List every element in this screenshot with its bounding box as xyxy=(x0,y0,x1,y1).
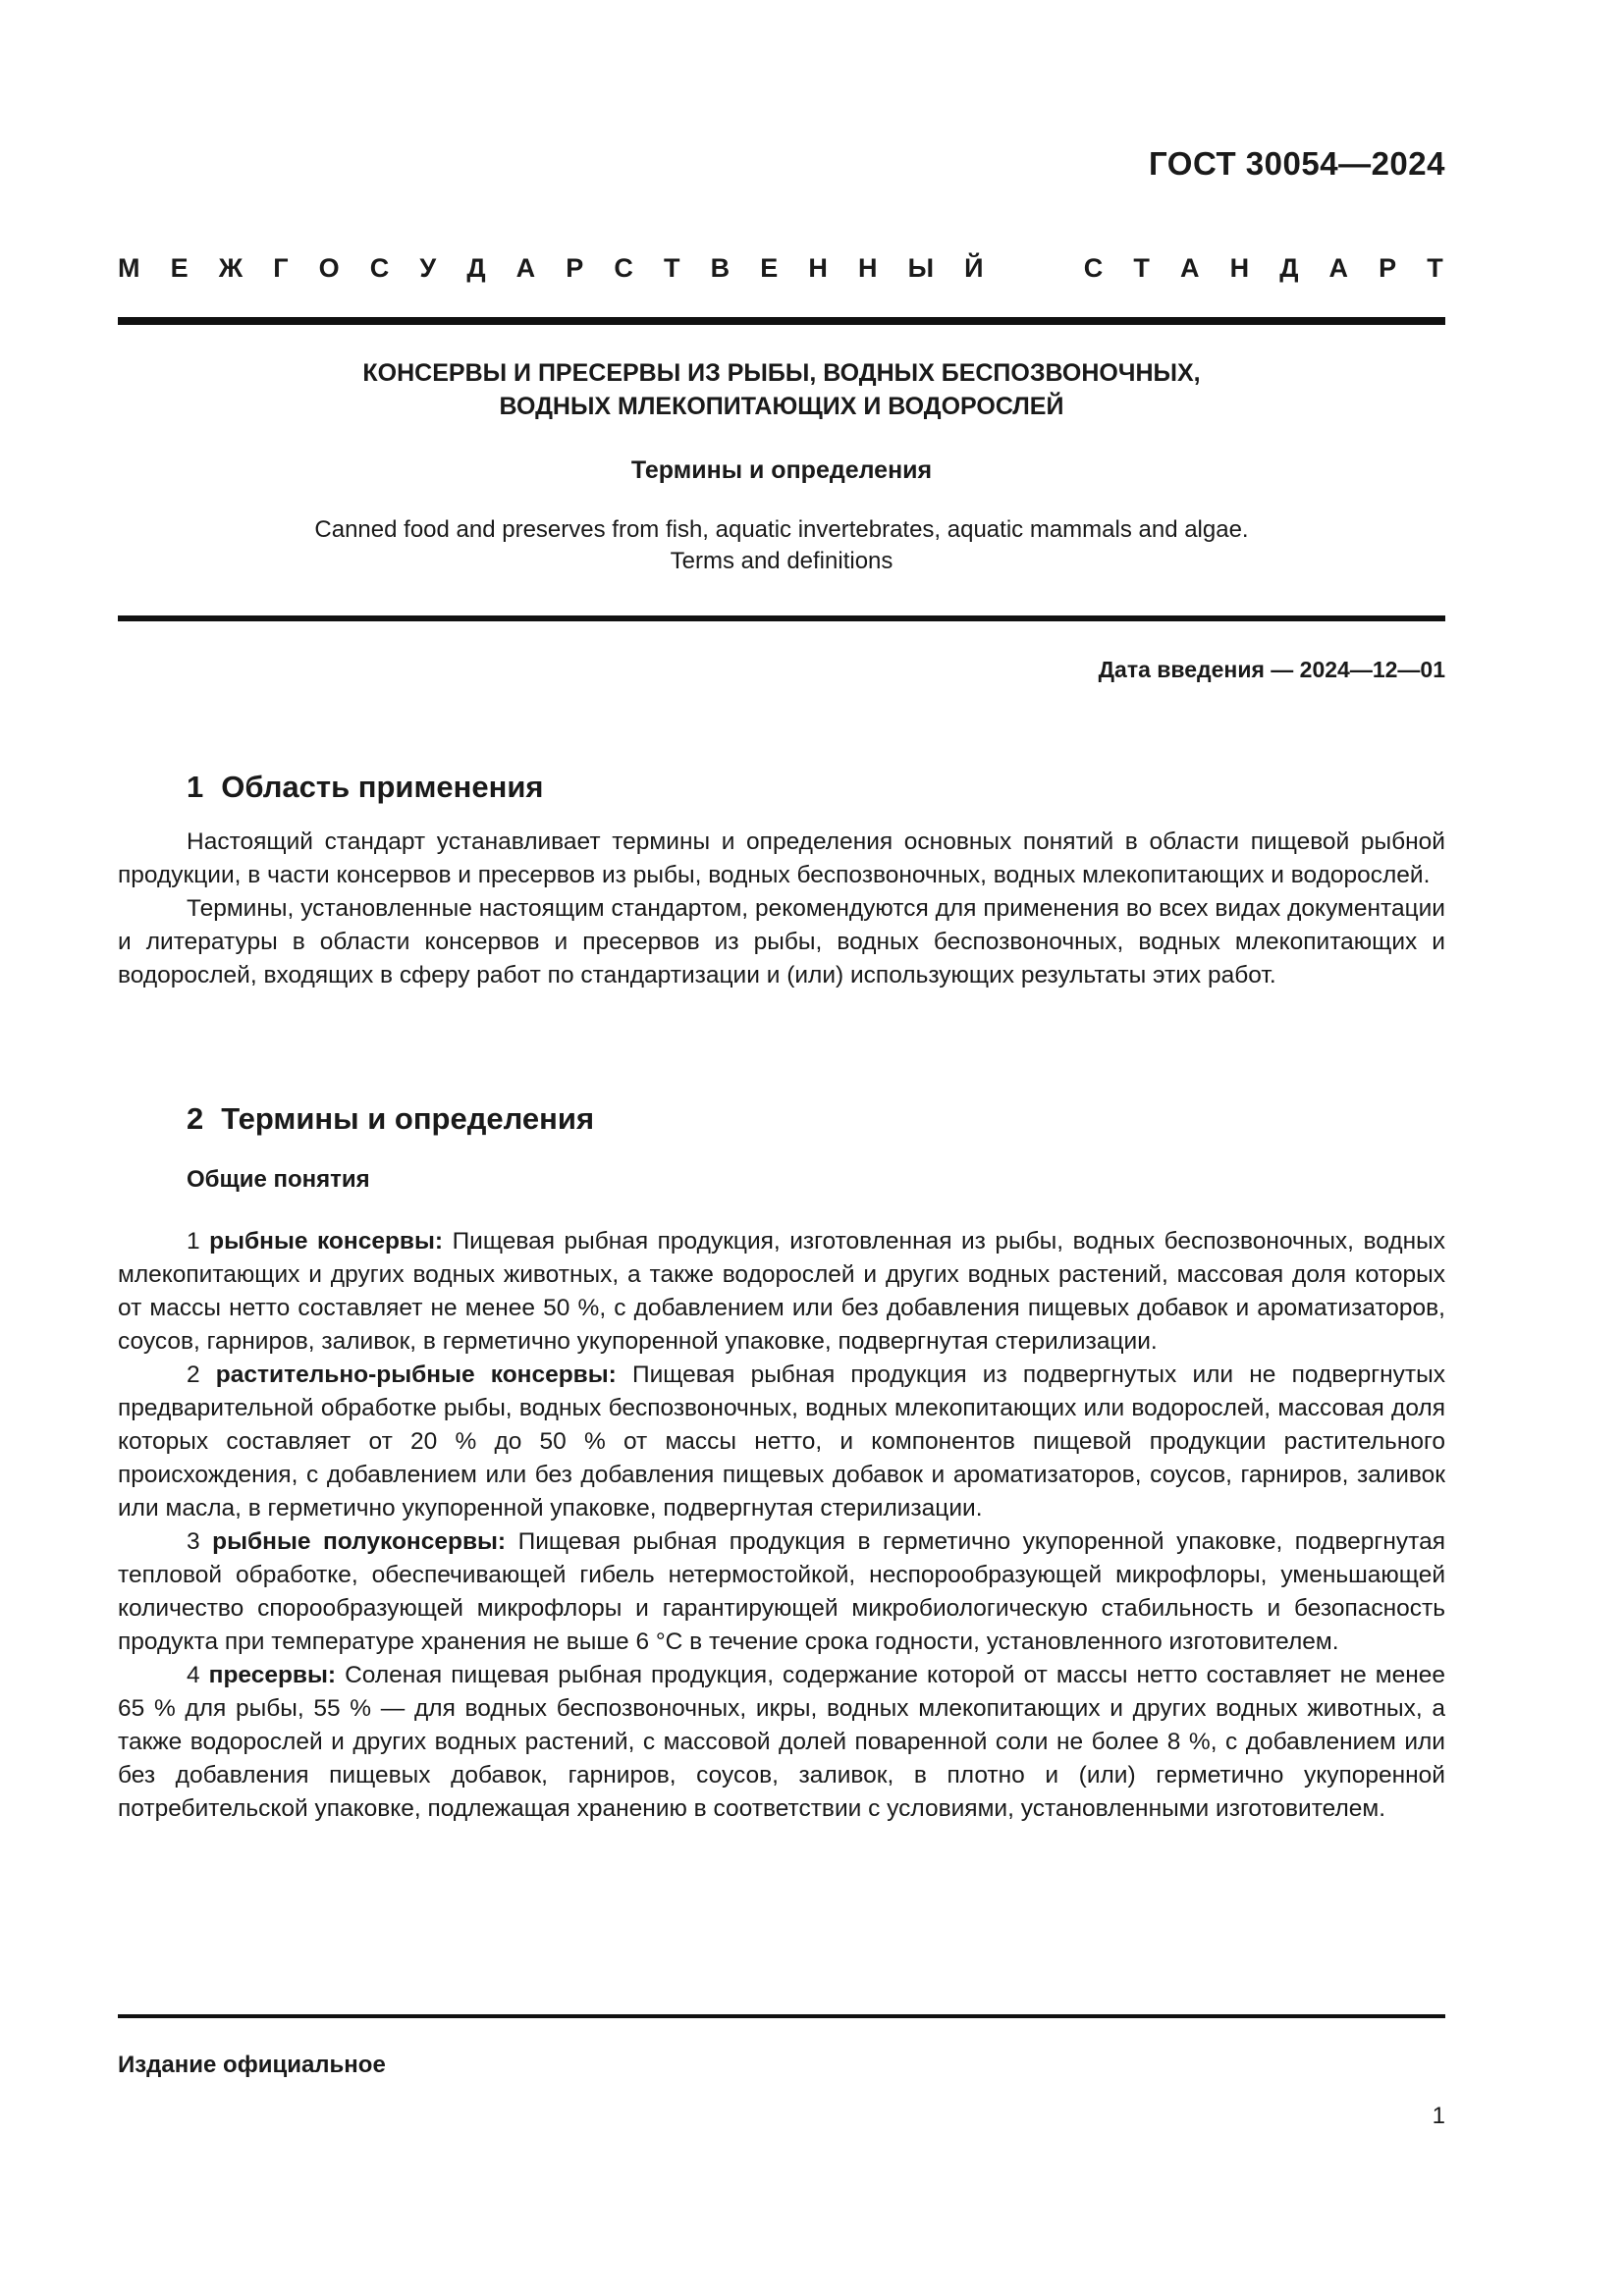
banner-letter: А xyxy=(1179,253,1200,283)
section-title: Область применения xyxy=(221,770,544,804)
document-subtitle: Термины и определения xyxy=(630,456,933,484)
term-name: растительно-рыбные консервы: xyxy=(215,1362,617,1388)
term-definition: Пищевая рыбная продукция из подвергнутых или не подвергнутых предварительной обработке рыбы, водных беспозвоночных, водных млекопитающих или водорослей, массовая доля которых составляет от 20 % до 50 % от массы нетто, и компонентов пищевой продукции растительного происхождения, с добавлением или без добавления пищевых добавок и ароматизаторов, соусов, гарниров, заливок или масла, в герметично укупоренной упаковке, подвергнутая стерилизации. xyxy=(118,1362,1446,1522)
paragraph: Настоящий стандарт устанавливает термины и определения основных понятий в области пищевой рыбной продукции, в части консервов и пресервов из рыбы, водных беспозвоночных, водных млекопитающих и водорослей. xyxy=(118,828,1445,888)
banner-letter: В xyxy=(710,253,731,283)
banner-letter: Й xyxy=(964,253,984,283)
term-number: 3 xyxy=(187,1528,200,1555)
paragraph: Термины, установленные настоящим стандартом, рекомендуются для применения во всех видах документации и литературы в области консервов и пресервов из рыбы, водных беспозвоночных, водных млекопитающих и водорослей, входящих в сферу работ по стандартизации и (или) использующих результаты этих работ. xyxy=(118,895,1445,988)
banner-letter: Ж xyxy=(218,253,244,283)
term-definition: Пищевая рыбная продукция, изготовленная из рыбы, водных беспозвоночных, водных млекопитающих и других водных животных, а также водорослей и других водных растений, массовая доля которых от массы нетто составляет не менее 50 %, с добавлением или без добавления пищевых добавок и ароматизаторов, соусов, гарниров, заливок, в герметично укупоренной упаковке, подвергнутая стерилизации. xyxy=(118,1228,1445,1355)
banner-letter: А xyxy=(1328,253,1349,283)
banner-letter: С xyxy=(369,253,390,283)
banner-word-gap xyxy=(1014,253,1054,284)
term-entry xyxy=(118,1359,1445,1525)
term-name: рыбные полуконсервы: xyxy=(212,1528,507,1555)
banner-letter: Н xyxy=(857,253,878,283)
english-title xyxy=(118,514,1445,577)
banner-letter: Т xyxy=(1133,253,1150,283)
page-number: 1 xyxy=(1432,2103,1445,2129)
term-number: 4 xyxy=(187,1662,200,1688)
term-number: 2 xyxy=(187,1362,200,1388)
banner-letter: Г xyxy=(273,253,289,283)
english-title-line-1: Canned food and preserves from fish, aquatic invertebrates, aquatic mammals and algae. xyxy=(314,516,1249,543)
scope-text xyxy=(118,826,1445,992)
banner-letter: У xyxy=(419,253,437,283)
introduction-date: Дата введения — 2024—12—01 xyxy=(1098,657,1445,682)
banner-letter: Р xyxy=(1379,253,1397,283)
term-number: 1 xyxy=(187,1228,200,1255)
section-number: 2 xyxy=(187,1101,204,1136)
term-entry xyxy=(118,1659,1445,1826)
banner-letter: Е xyxy=(760,253,779,283)
banner-letter: Т xyxy=(664,253,680,283)
banner-letter: Д xyxy=(466,253,486,283)
title-line-2: ВОДНЫХ МЛЕКОПИТАЮЩИХ И ВОДОРОСЛЕЙ xyxy=(499,393,1064,420)
term-definition: Пищевая рыбная продукция в герметично укупоренной упаковке, подвергнутая тепловой обработке, обеспечивающей гибель нетермостойкой, неспорообразующей микрофлоры, уменьшающей количество спорообразующей микрофлоры и гарантирующей микробиологическую стабильность и безопасность продукта при температуре хранения не выше 6 °C в течение срока годности, установленного изготовителем. xyxy=(118,1528,1445,1655)
section-heading-scope xyxy=(187,770,544,805)
term-name: рыбные консервы: xyxy=(209,1228,444,1255)
english-title-line-2: Terms and definitions xyxy=(670,548,893,574)
section-heading-terms xyxy=(187,1101,594,1137)
term-definition: Соленая пищевая рыбная продукция, содержание которой от массы нетто составляет не менее 65 % для рыбы, 55 % — для водных беспозвоночных, икры, водных млекопитающих и других водных животных, а также водорослей и других водных растений, с массовой долей поваренной соли не более 8 %, с добавлением или без добавления пищевых добавок, гарниров, соусов, заливок, в плотно и (или) герметично укупоренной потребительской упаковке, подлежащая хранению в соответствии с условиями, установленными изготовителем. xyxy=(118,1662,1445,1822)
official-edition-label: Издание официальное xyxy=(118,2052,386,2078)
banner-letter: Ы xyxy=(907,253,935,283)
banner-letter: Н xyxy=(1229,253,1250,283)
gost-number: ГОСТ 30054—2024 xyxy=(1149,145,1445,182)
banner-letter: С xyxy=(1083,253,1104,283)
subheading-general-concepts: Общие понятия xyxy=(187,1166,370,1193)
term-entry xyxy=(118,1225,1445,1359)
banner-letter: О xyxy=(318,253,340,283)
title-line-1: КОНСЕРВЫ И ПРЕСЕРВЫ ИЗ РЫБЫ, ВОДНЫХ БЕСПОЗВОНОЧНЫХ, xyxy=(362,359,1201,387)
banner-letter: Н xyxy=(808,253,828,283)
banner-letter: А xyxy=(515,253,536,283)
banner-letter: М xyxy=(118,253,140,283)
banner-letter: С xyxy=(614,253,633,283)
document-title xyxy=(118,356,1445,423)
term-name: пресервы: xyxy=(208,1662,337,1688)
terms-list xyxy=(118,1225,1445,1826)
section-title: Термины и определения xyxy=(221,1101,595,1136)
footer-divider xyxy=(118,2014,1445,2018)
title-divider xyxy=(118,615,1445,621)
banner-letter: Д xyxy=(1279,253,1299,283)
top-divider xyxy=(118,317,1445,325)
term-entry xyxy=(118,1525,1445,1659)
section-number: 1 xyxy=(187,770,204,804)
banner-letter: Т xyxy=(1427,253,1443,283)
banner-letter: Е xyxy=(170,253,189,283)
interstate-standard-banner xyxy=(118,253,1443,284)
banner-letter: Р xyxy=(566,253,584,283)
